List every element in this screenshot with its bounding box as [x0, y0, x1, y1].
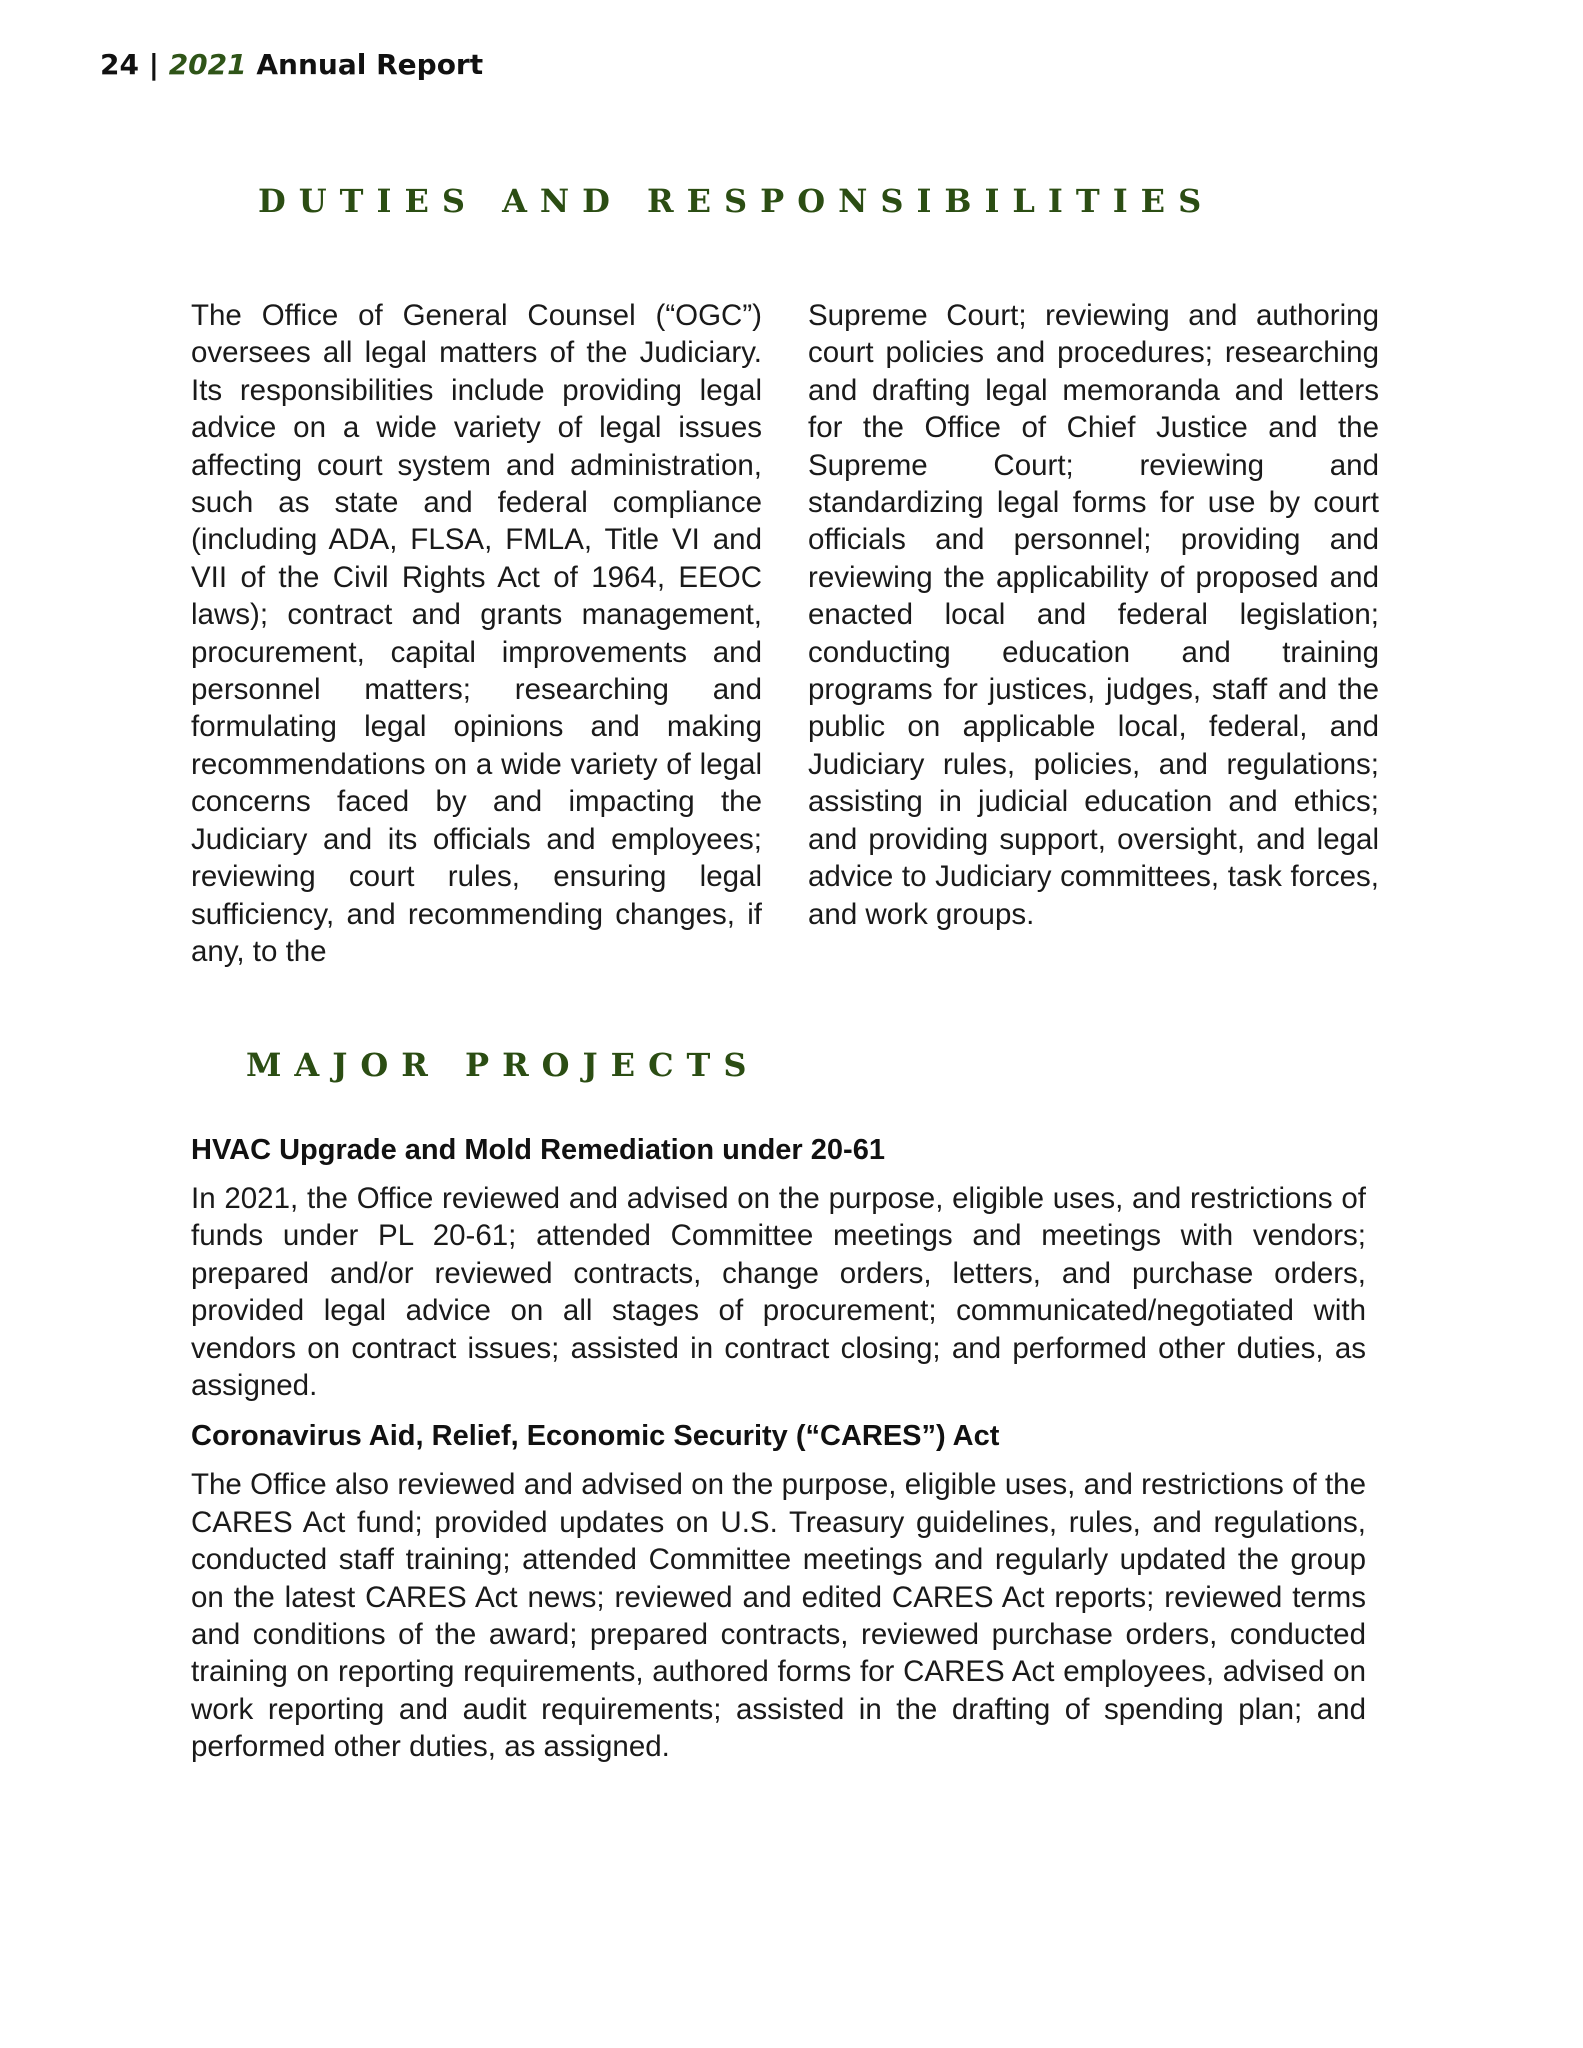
duties-heading: DUTIES AND RESPONSIBILITIES — [258, 182, 1215, 220]
project-body: The Office also reviewed and advised on the purpose, eligible uses, and restrictions of the CARES Act fund; provided updates on U.S. Treasury guidelines, rules, and regulations, conducted staff training; attended Committee meetings and regularly updated the group on the latest CARES Act news; reviewed and edited CARES Act reports; reviewed terms and conditions of the award; prepared contracts, reviewed purchase orders, conducted training on reporting requirements, authored forms for CARES Act employees, advised on work reporting and audit requirements; assisted in the drafting of spending plan; and performed other duties, as assigned. — [191, 1468, 1366, 1764]
report-year: 2021 — [168, 48, 247, 81]
project-title: Coronavirus Aid, Relief, Economic Security (“CARES”) Act — [191, 1420, 1000, 1453]
projects-list — [191, 1132, 1366, 1780]
report-title: Annual Report — [256, 48, 484, 81]
header-separator: | — [148, 48, 159, 81]
project-item — [191, 1418, 1366, 1765]
duties-column-right: Supreme Court; reviewing and authoring court policies and procedures; researching and drafting legal memoranda and letters for the Office of Chief Justice and the Supreme Court; reviewing and standardizing legal forms for use by court officials and personnel; providing and reviewing the applicability of proposed and enacted local and federal legislation; conducting education and training programs for justices, judges, staff and the public on applicable local, federal, and Judiciary rules, policies, and regulations; assisting in judicial education and ethics; and providing support, oversight, and legal advice to Judiciary committees, task forces, and work groups. — [808, 299, 1379, 931]
page-header — [100, 48, 483, 81]
project-title: HVAC Upgrade and Mold Remediation under 20-61 — [191, 1134, 885, 1166]
duties-column-left: The Office of General Counsel (“OGC”) oversees all legal matters of the Judiciary. Its responsibilities include providing legal advice on a wide variety of legal issues affecting court system and administration, such as state and federal compliance (including ADA, FLSA, FMLA, Title VI and VII of the Civil Rights Act of 1964, EEOC laws); contract and grants management, procurement, capital improvements and personnel matters; researching and formulating legal opinions and making recommendations on a wide variety of legal concerns faced by and impacting the Judiciary and its officials and employees; reviewing court rules, ensuring legal sufficiency, and recommending changes, if any, to the — [191, 299, 762, 968]
duties-columns — [191, 297, 1379, 970]
project-body: In 2021, the Office reviewed and advised on the purpose, eligible uses, and restrictions of funds under PL 20-61; attended Committee meetings and meetings with vendors; prepared and/or reviewed contracts, change orders, letters, and purchase orders, provided legal advice on all stages of procurement; communicated/negotiated with vendors on contract issues; assisted in contract closing; and performed other duties, as assigned. — [191, 1182, 1366, 1403]
page-number: 24 — [100, 48, 139, 81]
project-item — [191, 1132, 1366, 1404]
projects-heading: MAJOR PROJECTS — [246, 1046, 760, 1084]
